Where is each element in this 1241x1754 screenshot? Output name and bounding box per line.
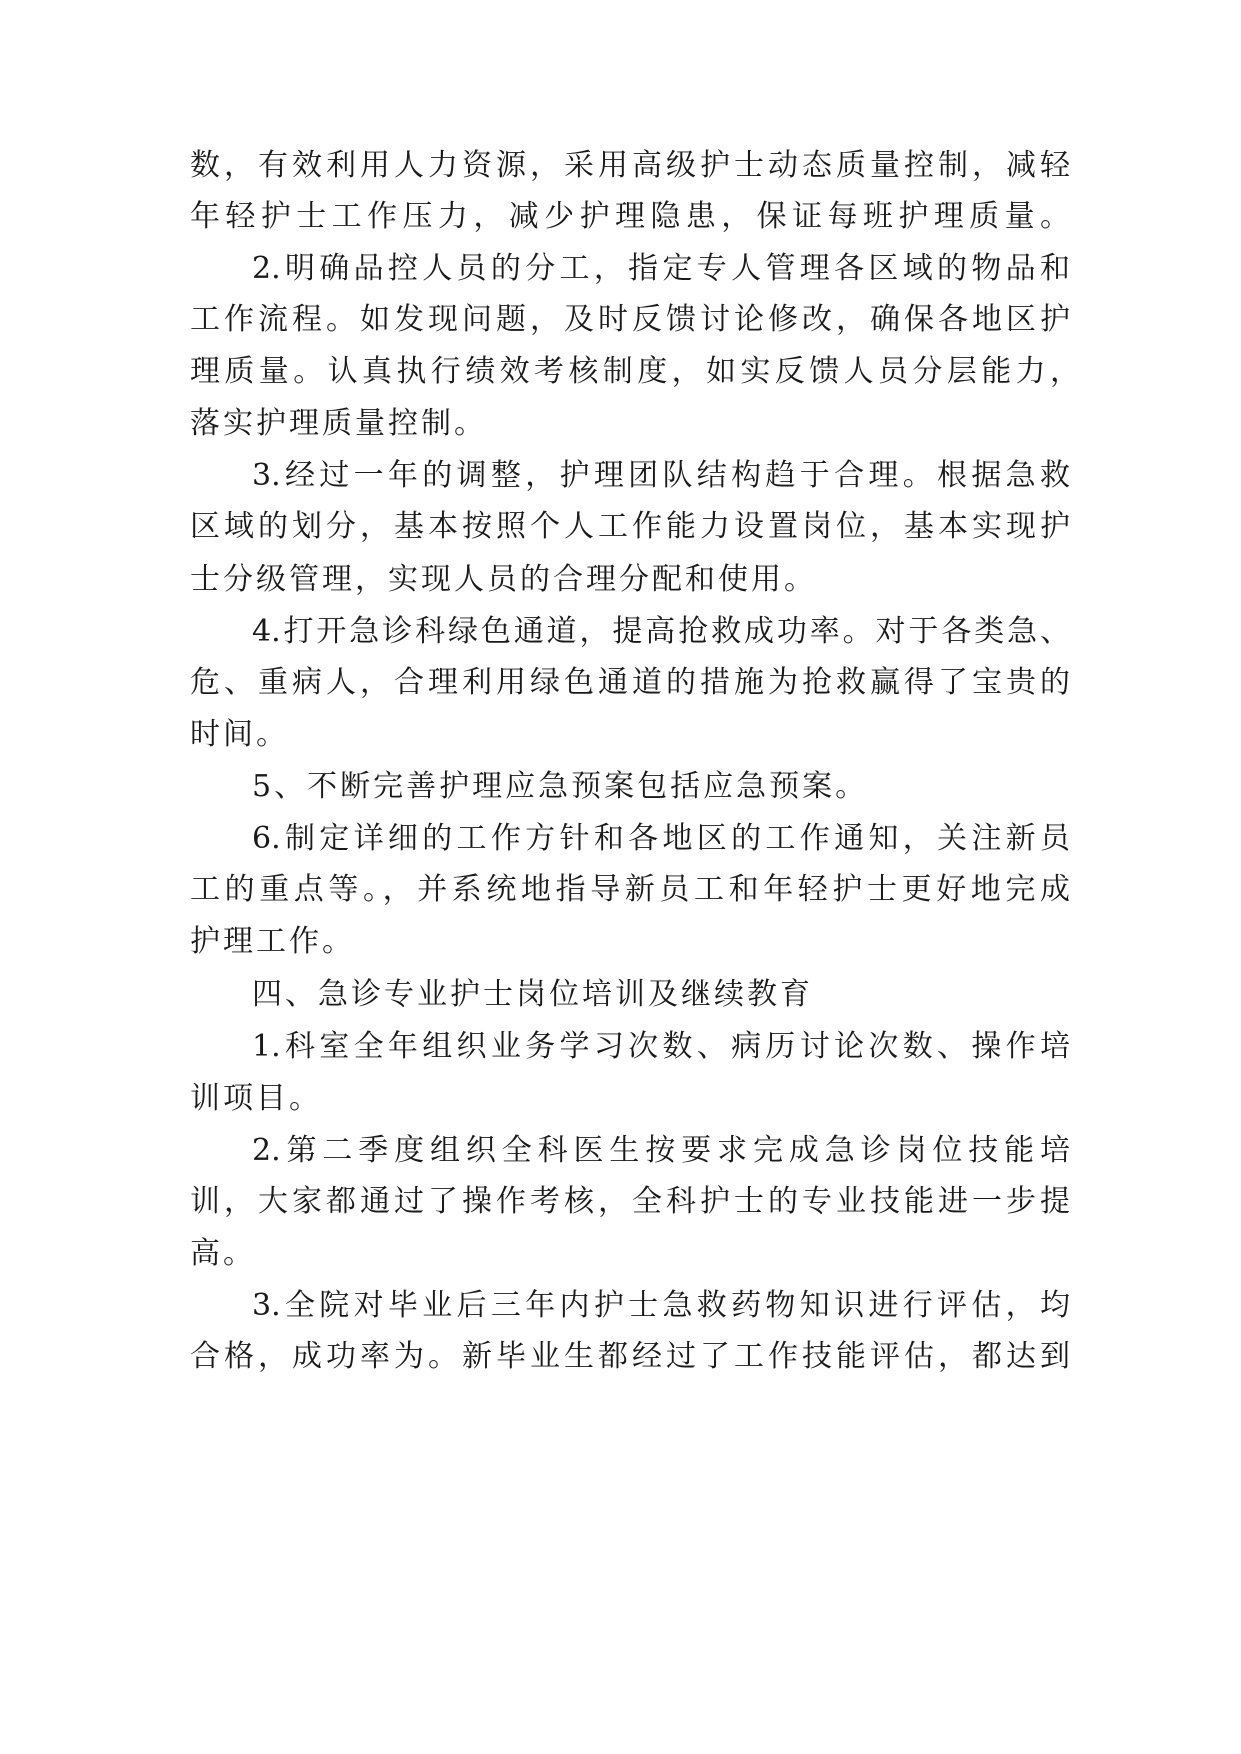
text-line: 区域的划分，基本按照个人工作能力设置岗位，基本实现护 [190,509,1070,544]
text-line: 护理工作。 [190,924,355,959]
text-line: 数，有效利用人力资源，采用高级护士动态质量控制，减轻 [190,148,1070,183]
text-line: 士分级管理，实现人员的合理分配和使用。 [190,562,817,597]
text-line: 时间。 [190,717,289,752]
text-line: 工作流程。如发现问题，及时反馈讨论修改，确保各地区护 [190,302,1070,337]
text-line: 2.明确品控人员的分工，指定专人管理各区域的物品和 [252,251,1070,286]
text-line: 年轻护士工作压力，减少护理隐患，保证每班护理质量。 [190,199,1070,234]
text-line: 落实护理质量控制。 [190,406,487,441]
text-line: 2.第二季度组织全科医生按要求完成急诊岗位技能培 [252,1133,1070,1168]
text-line: 训，大家都通过了操作考核，全科护士的专业技能进一步提 [190,1184,1070,1219]
text-line: 5、不断完善护理应急预案包括应急预案。 [252,769,869,804]
text-line: 1.科室全年组织业务学习次数、病历讨论次数、操作培 [252,1029,1070,1064]
text-line: 4.打开急诊科绿色通道，提高抢救成功率。对于各类急、 [252,614,1070,649]
text-line: 合格，成功率为。新毕业生都经过了工作技能评估，都达到 [190,1339,1070,1374]
text-line: 理质量。认真执行绩效考核制度，如实反馈人员分层能力， [190,354,1080,389]
text-line: 高。 [190,1236,256,1271]
text-line: 3.经过一年的调整，护理团队结构趋于合理。根据急救 [252,458,1070,493]
text-line: 工的重点等。，并系统地指导新员工和年轻护士更好地完成 [190,872,1070,907]
text-line: 训项目。 [190,1081,322,1116]
text-line: 3.全院对毕业后三年内护士急救药物知识进行评估，均 [252,1288,1070,1323]
section-heading: 四、急诊专业护士岗位培训及继续教育 [252,977,813,1012]
text-line: 6.制定详细的工作方针和各地区的工作通知，关注新员 [252,821,1070,856]
text-line: 危、重病人，合理利用绿色通道的措施为抢救赢得了宝贵的 [190,665,1070,700]
